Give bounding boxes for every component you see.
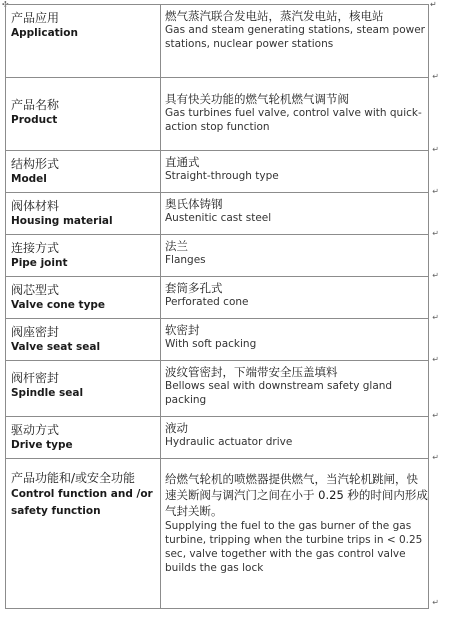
value-en: With soft packing: [165, 338, 257, 350]
table-row: [6, 459, 429, 609]
value-en: Straight-through type: [165, 170, 279, 182]
value-zh: 套筒多孔式: [165, 281, 223, 295]
specification-table: [5, 4, 429, 609]
value-cell: [161, 361, 429, 417]
label-en: Drive type: [11, 439, 73, 451]
label-cell: [6, 319, 161, 361]
row-end-mark: ↵: [432, 355, 439, 364]
label-cell: [6, 235, 161, 277]
value-cell: [161, 417, 429, 459]
label-en: Housing material: [11, 215, 113, 227]
label-zh: 阀杆密封: [11, 371, 60, 385]
label-en: Product: [11, 114, 58, 126]
row-end-mark: ↵: [432, 145, 439, 154]
row-end-mark: ↵: [432, 187, 439, 196]
row-end-mark: ↵: [432, 313, 439, 322]
value-cell: [161, 78, 429, 151]
label-zh: 阀体材料: [11, 199, 60, 213]
table-row: [6, 277, 429, 319]
table-anchor-mark: ✣: [2, 0, 9, 9]
value-zh: 奥氏体铸钢: [165, 197, 223, 211]
row-end-mark: ↵: [432, 229, 439, 238]
row-end-mark: ↵: [432, 598, 439, 607]
value-zh: 法兰: [165, 239, 188, 253]
row-end-mark: ↵: [432, 411, 439, 420]
value-cell: [161, 235, 429, 277]
value-zh: 直通式: [165, 155, 200, 169]
label-en: Valve seat seal: [11, 341, 101, 353]
label-zh: 连接方式: [11, 241, 60, 255]
value-en: Bellows seal with downstream safety gland packing: [165, 380, 393, 406]
label-cell: [6, 277, 161, 319]
row-end-mark: ↵: [432, 271, 439, 280]
value-zh: 给燃气轮机的喷燃器提供燃气，当汽轮机跳闸，快速关断阀与调汽门之间在小于 0.25 秒的时间内形成气封关断。: [165, 472, 428, 518]
label-zh: 阀芯型式: [11, 283, 60, 297]
label-en: Application: [11, 27, 78, 39]
value-cell: [161, 319, 429, 361]
value-zh: 液动: [165, 421, 188, 435]
table-row: [6, 5, 429, 78]
value-cell: [161, 459, 429, 609]
label-cell: [6, 78, 161, 151]
value-en: Supplying the fuel to the gas burner of the gas turbine, tripping when the turbine trips in < 0.25 sec, valve together with the gas control valve builds the gas lock: [165, 520, 423, 574]
table-row: [6, 319, 429, 361]
table-row: [6, 417, 429, 459]
label-zh: 阀座密封: [11, 325, 60, 339]
label-cell: [6, 193, 161, 235]
label-cell: [6, 5, 161, 78]
label-en: Valve cone type: [11, 299, 106, 311]
value-cell: [161, 193, 429, 235]
label-zh: 产品应用: [11, 11, 60, 25]
value-en: Austenitic cast steel: [165, 212, 272, 224]
label-cell: [6, 417, 161, 459]
row-end-mark: ↵: [432, 453, 439, 462]
value-en: Gas turbines fuel valve, control valve with quick-action stop function: [165, 107, 422, 133]
label-cell: [6, 361, 161, 417]
value-cell: [161, 151, 429, 193]
table-row: [6, 361, 429, 417]
row-end-mark: ↵: [430, 0, 437, 9]
label-en: Control function and /or safety function: [11, 488, 153, 517]
value-cell: [161, 5, 429, 78]
value-zh: 具有快关功能的燃气轮机燃气调节阀: [165, 92, 349, 106]
value-zh: 软密封: [165, 323, 200, 337]
label-en: Pipe joint: [11, 257, 68, 269]
value-en: Gas and steam generating stations, steam power stations, nuclear power stations: [165, 24, 425, 50]
label-zh: 驱动方式: [11, 423, 60, 437]
table-row: [6, 235, 429, 277]
value-en: Flanges: [165, 254, 206, 266]
value-en: Hydraulic actuator drive: [165, 436, 293, 448]
table-row: [6, 151, 429, 193]
label-en: Model: [11, 173, 47, 185]
value-zh: 波纹管密封，下端带安全压盖填料: [165, 365, 338, 379]
label-en: Spindle seal: [11, 387, 84, 399]
label-zh: 结构形式: [11, 157, 60, 171]
value-cell: [161, 277, 429, 319]
label-zh: 产品功能和/或安全功能: [11, 471, 136, 485]
value-zh: 燃气蒸汽联合发电站，蒸汽发电站，核电站: [165, 9, 384, 23]
value-en: Perforated cone: [165, 296, 249, 308]
table-row: [6, 193, 429, 235]
table-row: [6, 78, 429, 151]
row-end-mark: ↵: [432, 72, 439, 81]
label-cell: [6, 151, 161, 193]
label-zh: 产品名称: [11, 98, 60, 112]
label-cell: [6, 459, 161, 609]
